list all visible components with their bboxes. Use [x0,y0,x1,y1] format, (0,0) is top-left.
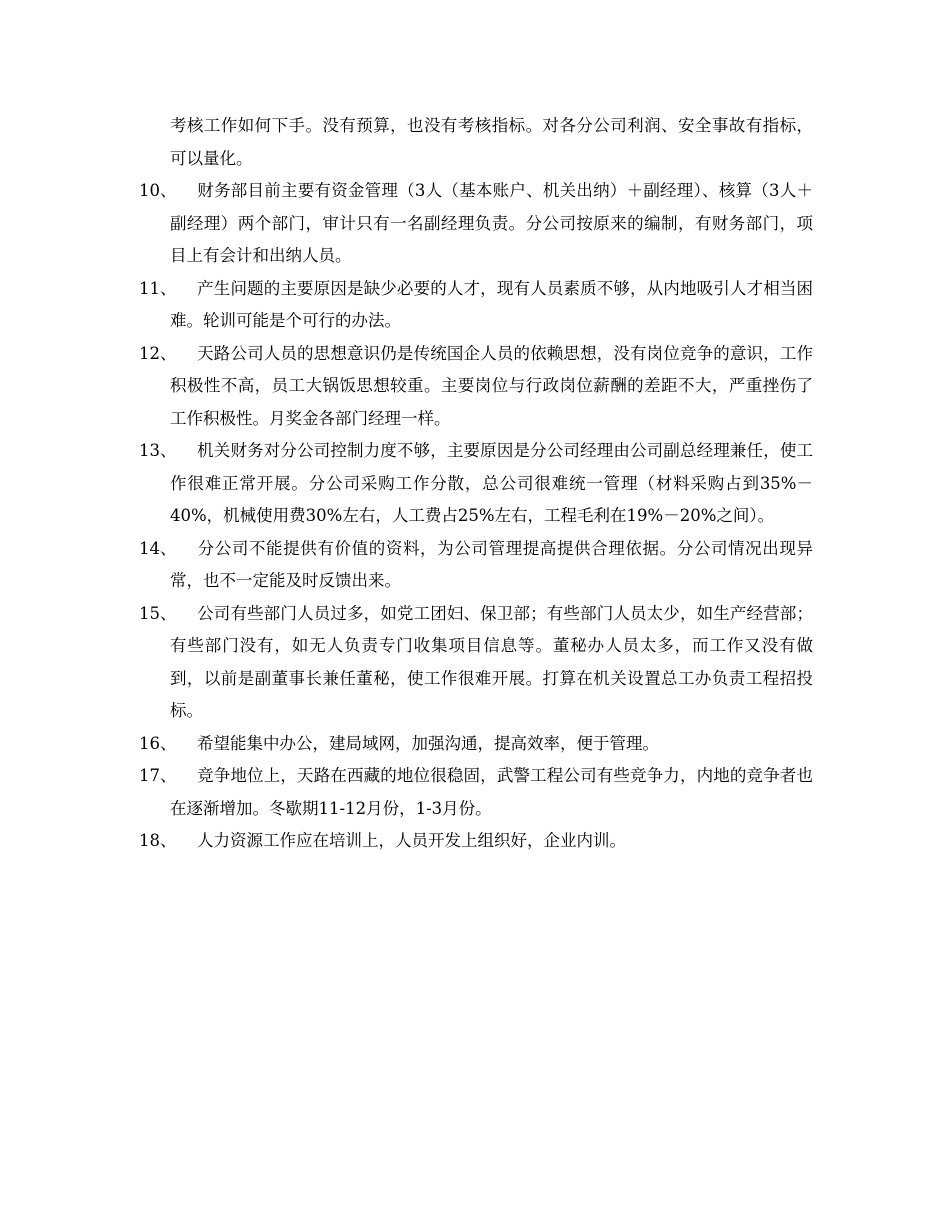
item-text: 财务部目前主要有资金管理（3人（基本账户、机关出纳）＋副经理）、核算（3人＋副经理）两个部门，审计只有一名副经理负责。分公司按原来的编制，有财务部门，项目上有会计和出纳人员。 [170,181,813,265]
item-text: 产生问题的主要原因是缺少必要的人才，现有人员素质不够，从内地吸引人才相当困难。轮训可能是个可行的办法。 [170,278,813,330]
item-number: 18、 [139,831,177,850]
item-text: 公司有些部门人员过多，如党工团妇、保卫部；有些部门人员太少，如生产经营部；有些部门没有，如无人负责专门收集项目信息等。董秘办人员太多，而工作又没有做到，以前是副董事长兼任董秘，使工作很难开展。打算在机关设置总工办负责工程招投标。 [170,603,813,720]
item-number: 14、 [139,538,177,558]
list-item [139,598,813,728]
list-item [139,273,813,338]
list-item [139,533,813,598]
list-item [139,728,813,761]
list-item [139,760,813,825]
list-item [139,825,813,858]
item-text: 分公司不能提供有价值的资料，为公司管理提高提供合理依据。分公司情况出现异常，也不一定能及时反馈出来。 [170,538,813,590]
item-number: 12、 [139,343,177,363]
item-number: 16、 [139,733,177,753]
item-number: 17、 [139,766,177,785]
item-number: 10、 [139,181,177,200]
list-item [139,175,813,273]
item-text: 竞争地位上，天路在西藏的地位很稳固，武警工程公司有些竞争力，内地的竞争者也在逐渐增加。冬歇期11-12月份，1-3月份。 [170,766,813,818]
document-body [139,110,813,858]
item-number: 15、 [139,603,177,623]
list-item [139,435,813,533]
item-number: 11、 [139,278,177,298]
continuation-paragraph [139,110,813,175]
paragraph-text: 考核工作如何下手。没有预算，也没有考核指标。对各分公司利润、安全事故有指标，可以量化。 [170,116,813,168]
item-text: 天路公司人员的思想意识仍是传统国企人员的依赖思想，没有岗位竞争的意识，工作积极性不高，员工大锅饭思想较重。主要岗位与行政岗位薪酬的差距不大，严重挫伤了工作积极性。月奖金各部门经理一样。 [170,343,813,428]
item-text: 机关财务对分公司控制力度不够，主要原因是分公司经理由公司副总经理兼任，使工作很难正常开展。分公司采购工作分散，总公司很难统一管理（材料采购占到35%－40%，机械使用费30%左右，人工费占25%左右，工程毛利在19%－20%之间）。 [170,441,813,525]
item-number: 13、 [139,441,177,460]
item-text: 人力资源工作应在培训上，人员开发上组织好，企业内训。 [197,831,626,850]
list-item [139,338,813,436]
item-text: 希望能集中办公，建局域网，加强沟通，提高效率，便于管理。 [197,733,659,753]
